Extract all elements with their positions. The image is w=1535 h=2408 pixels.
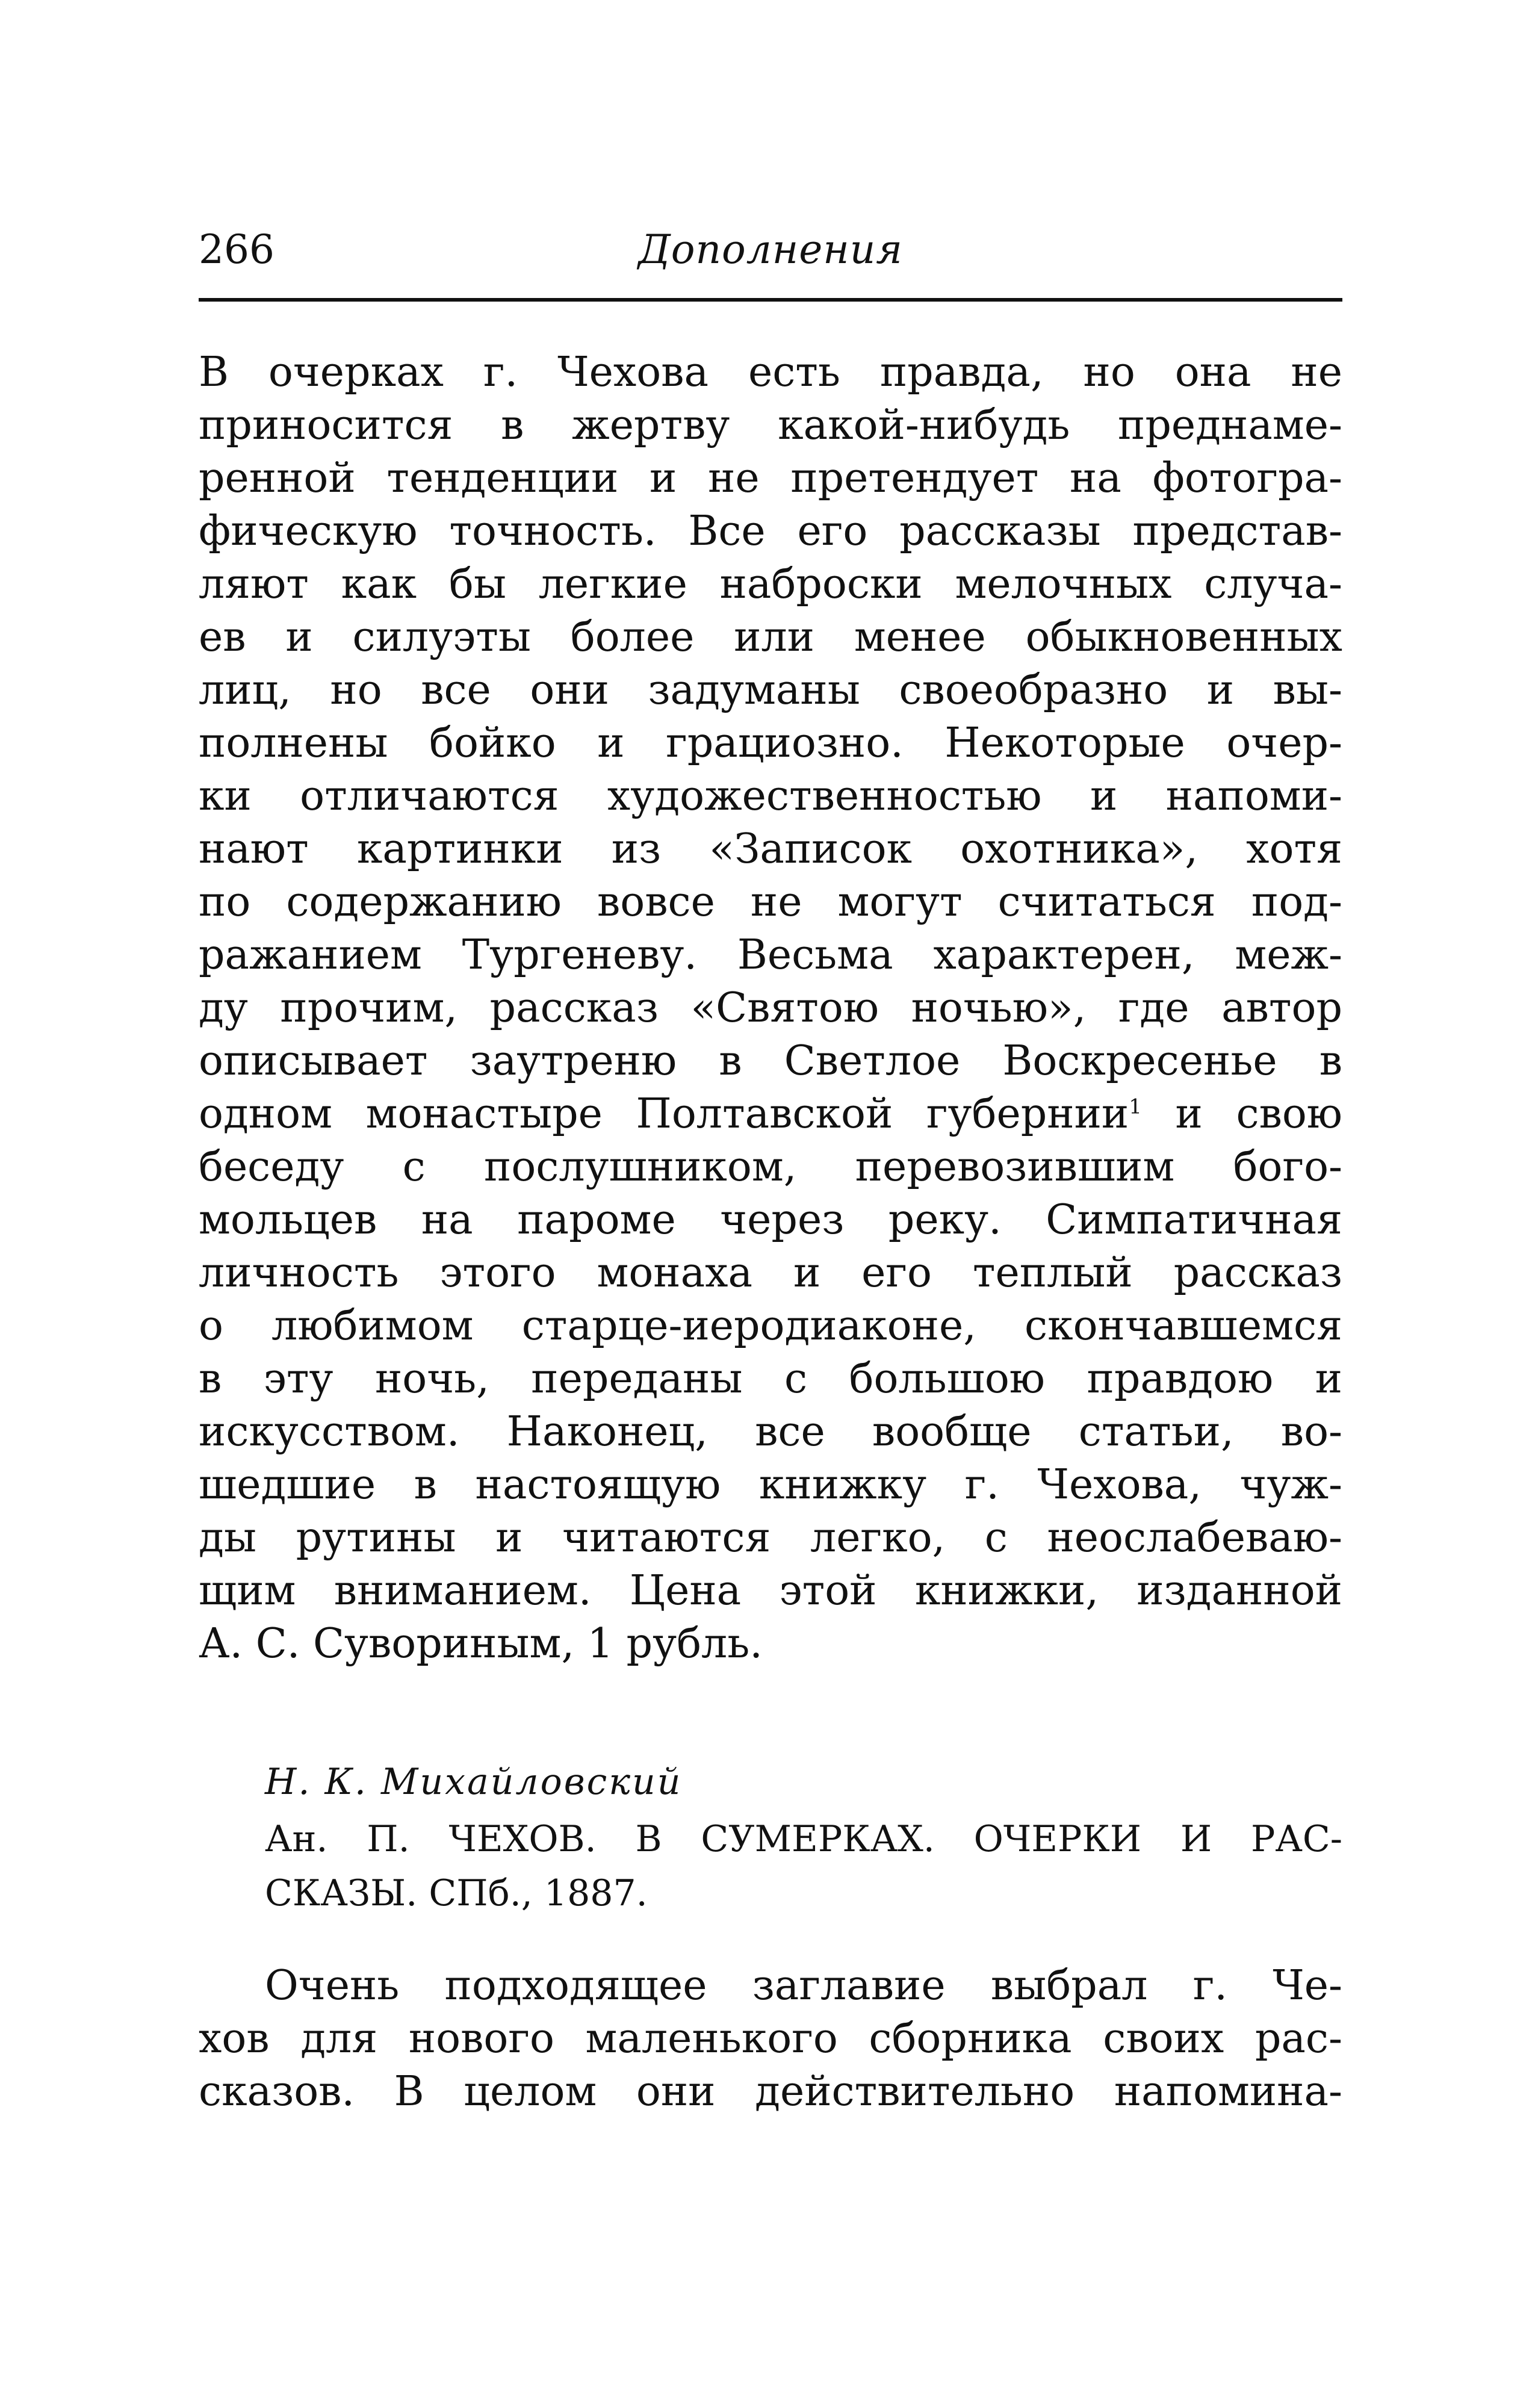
text-line: ки отличаются художественностью и напоми- [199, 772, 1342, 820]
text-line: фическую точность. Все его рассказы представ- [199, 507, 1342, 555]
running-head-title: Дополнения [638, 226, 903, 273]
text-line: щим вниманием. Цена этой книжки, изданной [199, 1567, 1342, 1615]
text-line: ренной тенденции и не претендует на фотогра- [199, 455, 1342, 502]
text-line: искусством. Наконец, все вообще статьи, во- [199, 1408, 1342, 1456]
text-line: сказов. В целом они действительно напомина- [199, 2068, 1342, 2115]
text-line: А. С. Сувориным, 1 рубль. [199, 1620, 763, 1668]
text-line: хов для нового маленького сборника своих рас- [199, 2015, 1342, 2062]
body-paragraph-2 [199, 1960, 1342, 2118]
text-line: о любимом старце-иеродиаконе, скончавшемся [199, 1302, 1342, 1350]
section-author: Н. К. Михайловский [265, 1761, 683, 1803]
text-line: ляют как бы легкие наброски мелочных случа- [199, 560, 1342, 608]
text-segment: одном монастыре Полтавской губернии [199, 1090, 1129, 1138]
text-line: ев и силуэты более или менее обыкновенных [199, 613, 1342, 661]
running-header [199, 214, 1342, 302]
text-line: по содержанию вовсе не могут считаться под- [199, 878, 1342, 926]
text-line: Очень подходящее заглавие выбрал г. Че- [265, 1962, 1342, 2009]
text-line: приносится в жертву какой-нибудь преднаме- [199, 402, 1342, 449]
body-paragraph-1 [199, 346, 1342, 1671]
text-segment: и свою [1175, 1090, 1343, 1138]
section-title [265, 1812, 1342, 1920]
text-line: ду прочим, рассказ «Святою ночью», где автор [199, 984, 1342, 1032]
text-line: полнены бойко и грациозно. Некоторые очер- [199, 719, 1342, 767]
section-title-line: Ан. П. ЧЕХОВ. В СУМЕРКАХ. ОЧЕРКИ И РАС- [265, 1818, 1342, 1860]
text-line: лиц, но все они задуманы своеобразно и вы- [199, 666, 1342, 714]
footnote-marker: 1 [1129, 1094, 1142, 1119]
text-line: нают картинки из «Записок охотника», хотя [199, 825, 1342, 873]
text-line: ды рутины и читаются легко, с неослабеваю- [199, 1514, 1342, 1562]
text-line: шедшие в настоящую книжку г. Чехова, чуж- [199, 1461, 1342, 1509]
text-line: В очерках г. Чехова есть правда, но она не [199, 349, 1342, 396]
text-line: беседу с послушником, перевозившим бого- [199, 1143, 1342, 1191]
page-number: 266 [199, 226, 274, 273]
text-line: ражанием Тургеневу. Весьма характерен, меж- [199, 931, 1342, 979]
section-title-line: СКАЗЫ. СПб., 1887. [265, 1872, 648, 1914]
text-line-with-footnote [199, 1088, 1342, 1141]
text-line: в эту ночь, переданы с большою правдою и [199, 1355, 1342, 1403]
text-line: личность этого монаха и его теплый рассказ [199, 1249, 1342, 1297]
text-line: мольцев на пароме через реку. Симпатичная [199, 1196, 1342, 1244]
text-line: описывает заутреню в Светлое Воскресенье в [199, 1037, 1342, 1085]
